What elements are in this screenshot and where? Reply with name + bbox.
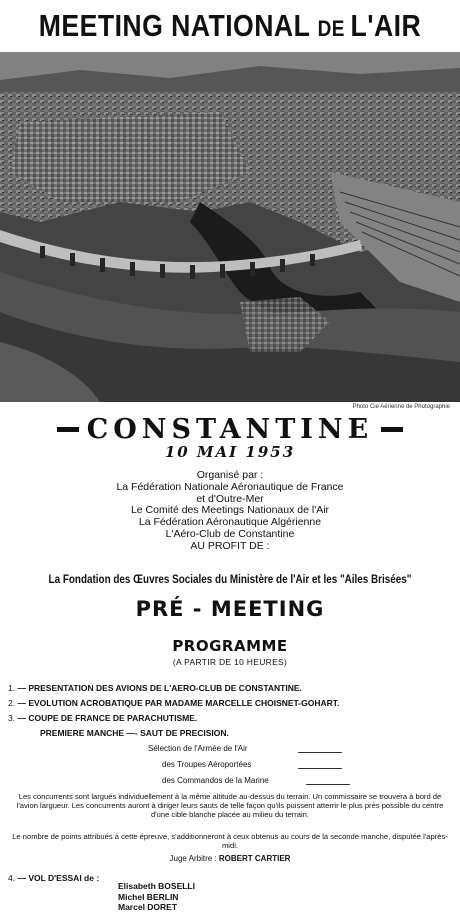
organiser-line: L'Aéro-Club de Constantine (165, 527, 295, 540)
item-number: 3. (8, 713, 16, 723)
scoring-paragraph: Le nombre de points attribués à cette épreuve, s'additionneront à ceux obtenus au cours de la seconde manche, disputée l'après-midi. (12, 832, 448, 850)
test-flight-heading (8, 873, 99, 883)
item-text: — EVOLUTION ACROBATIQUE PAR MADAME MARCELLE CHOISNET-GOHART. (17, 698, 340, 708)
event-date: 10 MAI 1953 (164, 443, 296, 461)
selection-line: des Troupes Aéroportées (162, 760, 252, 769)
pilot-name: Elisabeth BOSELLI (118, 881, 195, 891)
blank-line (298, 768, 342, 769)
selection-line: Sélection de l'Armée de l'Air (148, 744, 248, 753)
pilot-name: Michel BERLIN (118, 891, 179, 902)
dash-left (57, 427, 79, 432)
judge-line (0, 854, 460, 863)
organiser-line: La Fédération Nationale Aéronautique de France (116, 480, 344, 493)
first-round-heading: PREMIERE MANCHE —- SAUT DE PRECISION. (40, 728, 229, 738)
organiser-line: La Fédération Aéronautique Algérienne (138, 516, 322, 529)
blank-line (298, 752, 342, 753)
programme-item (8, 713, 197, 723)
organised-by-label: Organisé par : (196, 469, 264, 481)
dash-right (381, 427, 403, 432)
city-name: CONSTANTINE (86, 413, 374, 445)
item-text: — COUPE DE FRANCE DE PARACHUTISME. (17, 713, 198, 723)
blank-line (306, 784, 350, 785)
test-flight-label: — VOL D'ESSAI de : (17, 873, 100, 883)
title-part-3: L'AIR (350, 8, 422, 43)
organiser-line: et d'Outre-Mer (196, 492, 264, 505)
item-text: — PRESENTATION DES AVIONS DE L'AERO-CLUB DE CONSTANTINE. (17, 683, 302, 693)
organisers-block (0, 470, 460, 553)
item-number: 1. (8, 683, 16, 693)
profit-label: AU PROFIT DE : (190, 539, 270, 552)
city-banner (0, 414, 460, 444)
photo-credit: Photo Cie Aérienne de Photographie (352, 404, 450, 410)
pilot-list (118, 881, 195, 913)
title-part-2: DE (317, 16, 351, 41)
aerial-photo (0, 52, 460, 402)
item-number: 2. (8, 698, 16, 708)
judge-name: ROBERT CARTIER (218, 854, 291, 863)
title-part-1: MEETING NATIONAL (38, 8, 318, 43)
selection-line: des Commandos de la Marine (162, 776, 269, 785)
rules-paragraph: Les concurrents sont largués individuellement à la même altitude au-dessus du terrain. Un commissaire se trouvera à bord de l'avion largueur. Les concurrents auront à diriger leurs sauts de telle façon qu'ils puissent atterrir le plus près possible du centre d'une cible blanche placée au milieu du terrain. (16, 792, 444, 819)
programme-item (8, 698, 339, 708)
programme-start-time: (A PARTIR DE 10 HEURES) (172, 657, 288, 667)
fondation-line: La Fondation des Œuvres Sociales du Ministère de l'Air et les "Ailes Brisées" (48, 574, 412, 586)
judge-label: Juge Arbitre : (169, 854, 217, 863)
premeeting-heading: PRÉ - MEETING (135, 597, 325, 621)
programme-item (8, 683, 302, 693)
organiser-line: Le Comité des Meetings Nationaux de l'Air (130, 504, 330, 517)
programme-heading: PROGRAMME (172, 637, 288, 655)
pilot-name: Marcel DORET (118, 902, 178, 912)
item-number: 4. (8, 873, 16, 883)
poster-title (32, 6, 428, 49)
